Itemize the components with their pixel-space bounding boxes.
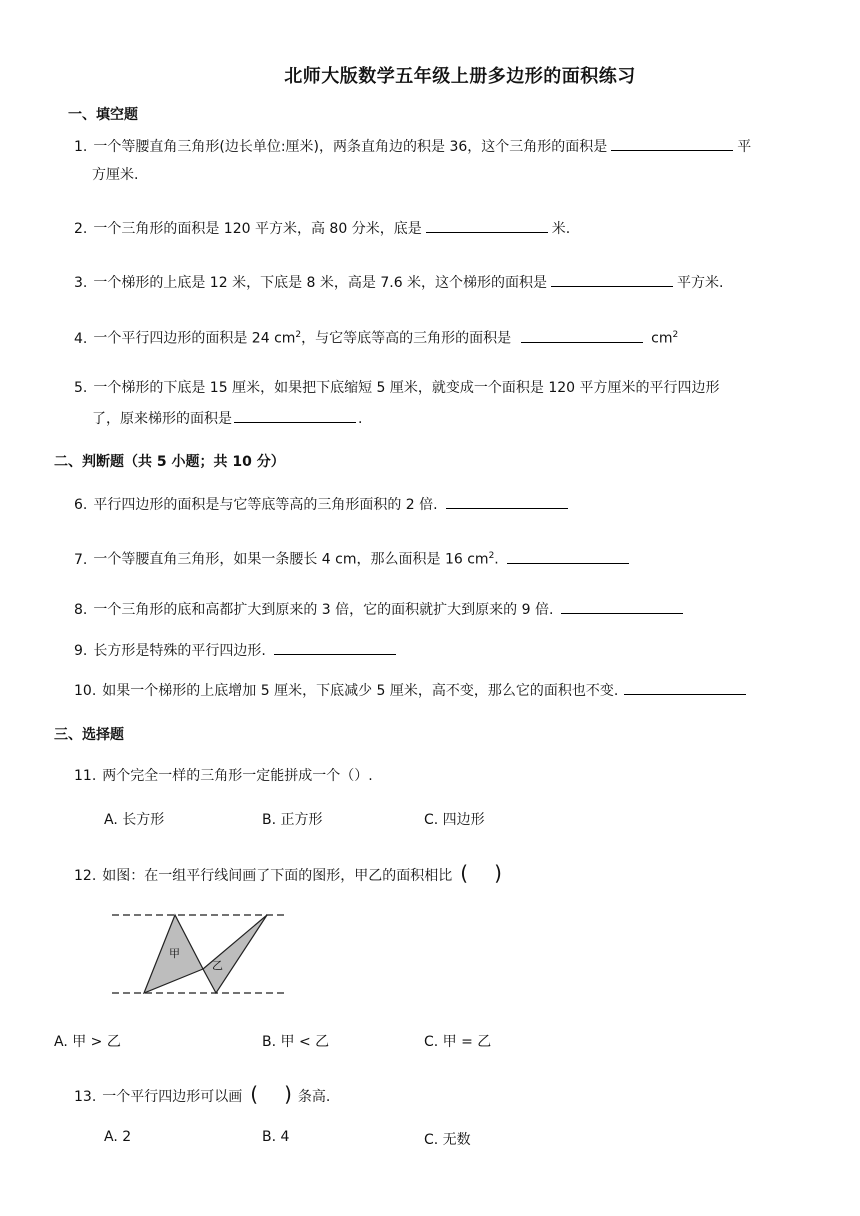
question-9 <box>74 640 400 661</box>
option-a[interactable]: A. 甲 > 乙 <box>54 1034 121 1050</box>
label-yi: 乙 <box>212 959 223 972</box>
question-number: 9. <box>74 643 88 659</box>
question-text: 如图：在一组平行线间画了下面的图形，甲乙的面积相比 <box>102 868 453 884</box>
section-heading-choice: 三、选择题 <box>54 727 124 743</box>
question-text: 一个等腰直角三角形(边长单位:厘米)，两条直角边的积是 36，这个三角形的面积是 <box>93 139 608 155</box>
question-number: 5. <box>74 380 88 396</box>
question-text-cont: . <box>494 551 499 568</box>
question-text-cont: 条高. <box>297 1089 331 1105</box>
question-text: 长方形是特殊的平行四边形. <box>93 643 266 659</box>
option-c[interactable]: C. 甲 = 乙 <box>424 1034 492 1050</box>
question-5 <box>74 378 720 398</box>
question-number: 7. <box>74 551 88 568</box>
answer-blank[interactable] <box>234 408 356 423</box>
question-text-cont: 平方米. <box>677 275 724 291</box>
answer-blank[interactable] <box>551 272 673 287</box>
question-13 <box>74 1084 330 1107</box>
label-jia: 甲 <box>169 947 180 960</box>
question-text: 一个平行四边形的面积是 24 cm <box>93 330 296 347</box>
option-b[interactable]: B. 4 <box>262 1129 290 1145</box>
question-number: 11. <box>74 768 97 784</box>
question-6 <box>74 494 572 515</box>
option-a[interactable]: A. 长方形 <box>104 812 165 828</box>
section-heading-true-false: 二、判断题（共 5 小题；共 10 分） <box>54 454 285 470</box>
question-2 <box>74 218 570 239</box>
question-11 <box>74 766 373 786</box>
unit-text: cm <box>651 330 673 347</box>
option-c[interactable]: C. 无数 <box>424 1132 471 1148</box>
question-text: 一个三角形的面积是 120 平方米，高 80 分米，底是 <box>93 221 422 237</box>
page-title: 北师大版数学五年级上册多边形的面积练习 <box>284 66 636 87</box>
question-text: 一个梯形的下底是 15 厘米，如果把下底缩短 5 厘米，就变成一个面积是 120 平方厘米的平行四边形 <box>93 380 720 396</box>
question-text: 一个梯形的上底是 12 米，下底是 8 米，高是 7.6 米，这个梯形的面积是 <box>93 275 548 291</box>
answer-blank[interactable] <box>274 640 396 655</box>
answer-blank[interactable] <box>624 680 746 695</box>
question-number: 3. <box>74 275 88 291</box>
option-a[interactable]: A. 2 <box>104 1129 132 1145</box>
question-text: 平行四边形的面积是与它等底等高的三角形面积的 2 倍. <box>93 497 438 513</box>
question-1 <box>74 136 751 157</box>
answer-paren-close[interactable]: ) <box>284 1082 292 1106</box>
question-3 <box>74 272 724 293</box>
answer-blank[interactable] <box>521 328 643 343</box>
question-number: 13. <box>74 1089 97 1105</box>
question-text: 一个平行四边形可以画 <box>102 1089 243 1105</box>
question-text: 一个等腰直角三角形，如果一条腰长 4 cm，那么面积是 16 cm <box>93 551 489 568</box>
superscript: 2 <box>295 330 302 340</box>
question-text-cont: 米. <box>551 221 571 237</box>
question-8 <box>74 599 687 620</box>
question-text-cont: 平 <box>737 139 752 155</box>
question-4 <box>74 325 678 349</box>
section-heading-fill-in: 一、填空题 <box>68 107 138 123</box>
triangle-yi <box>203 915 267 993</box>
question-number: 12. <box>74 868 97 884</box>
question-number: 8. <box>74 602 88 618</box>
option-b[interactable]: B. 正方形 <box>262 812 323 828</box>
question-text: 两个完全一样的三角形一定能拼成一个（）. <box>102 768 373 784</box>
question-text: 一个三角形的底和高都扩大到原来的 3 倍，它的面积就扩大到原来的 9 倍. <box>93 602 554 618</box>
question-12 <box>74 863 502 886</box>
parallel-lines-figure <box>108 905 292 1001</box>
question-10 <box>74 680 750 701</box>
answer-blank[interactable] <box>426 218 548 233</box>
question-number: 10. <box>74 683 97 699</box>
question-7 <box>74 546 633 570</box>
answer-blank[interactable] <box>446 494 568 509</box>
option-b[interactable]: B. 甲 < 乙 <box>262 1034 330 1050</box>
option-c[interactable]: C. 四边形 <box>424 812 485 828</box>
question-text-end: . <box>358 411 363 427</box>
question-1-continued: 方厘米. <box>92 167 139 183</box>
answer-paren-open[interactable]: ( <box>250 1082 259 1106</box>
question-text-cont: ，与它等底等高的三角形的面积是 <box>301 330 512 347</box>
question-text: 如果一个梯形的上底增加 5 厘米，下底减少 5 厘米，高不变，那么它的面积也不变. <box>102 683 619 699</box>
question-number: 4. <box>74 330 88 347</box>
question-5-continued <box>92 408 362 429</box>
answer-paren-open[interactable]: ( <box>460 861 469 885</box>
superscript: 2 <box>672 330 679 340</box>
question-number: 6. <box>74 497 88 513</box>
question-number: 1. <box>74 139 88 155</box>
superscript: 2 <box>488 551 495 561</box>
question-number: 2. <box>74 221 88 237</box>
answer-blank[interactable] <box>507 549 629 564</box>
answer-blank[interactable] <box>561 599 683 614</box>
question-text-cont: 了，原来梯形的面积是 <box>92 411 232 427</box>
answer-paren-close[interactable]: ) <box>494 861 502 885</box>
answer-blank[interactable] <box>611 136 733 151</box>
